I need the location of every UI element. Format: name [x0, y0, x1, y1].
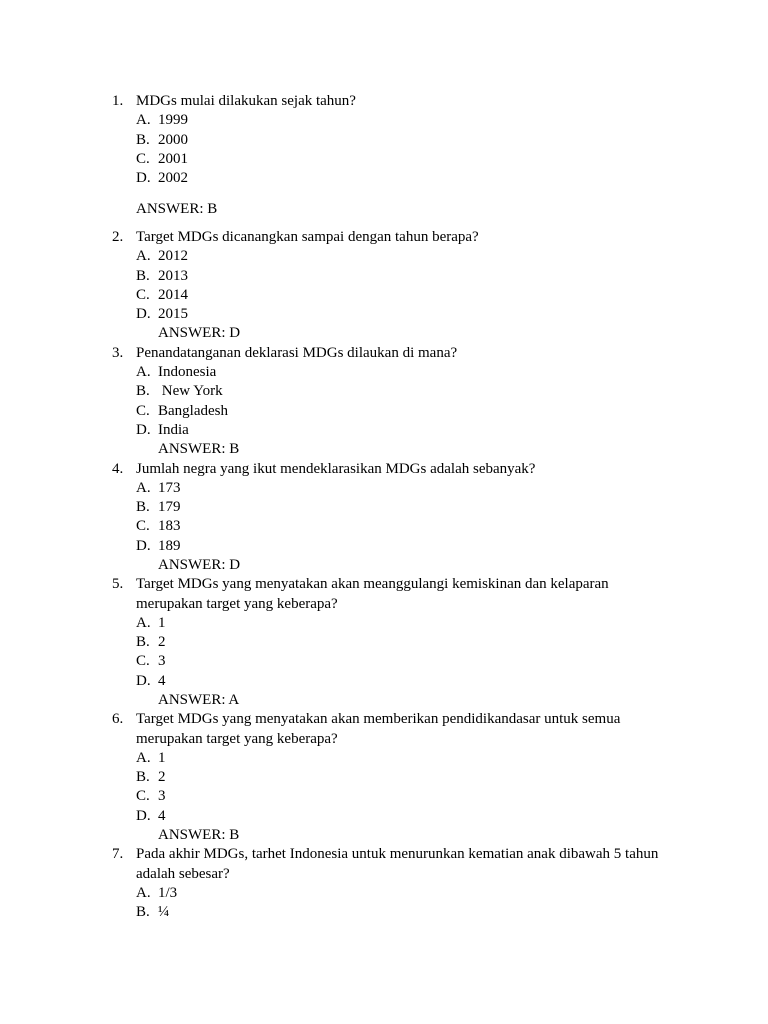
- option-letter: A.: [136, 749, 151, 766]
- option-letter: A.: [136, 112, 151, 128]
- option-text: Bangladesh: [158, 402, 228, 419]
- question-text: Pada akhir MDGs, tarhet Indonesia untuk menurunkan kematian anak dibawah 5 tahun: [136, 846, 659, 862]
- answer-text: ANSWER: D: [158, 325, 241, 341]
- option-text: 1/3: [158, 884, 178, 901]
- option-letter: D.: [136, 537, 151, 554]
- option-letter: C.: [136, 788, 150, 804]
- option-text: 4: [158, 807, 166, 824]
- option-letter: B.: [136, 131, 150, 148]
- option-text: 2: [158, 634, 166, 650]
- option-text: ¼: [158, 904, 170, 920]
- option-text: India: [158, 422, 189, 438]
- option-letter: D.: [136, 672, 151, 689]
- option-text: Indonesia: [158, 364, 217, 380]
- option-letter: B.: [136, 499, 150, 515]
- option-text: 4: [158, 672, 166, 689]
- option-letter: C.: [136, 518, 150, 534]
- question-number: 4.: [112, 460, 124, 477]
- option-letter: B.: [136, 904, 150, 920]
- option-text: 2015: [158, 306, 188, 322]
- answer-text: ANSWER: B: [158, 826, 240, 843]
- option-text: 1: [158, 614, 166, 631]
- option-text: 189: [158, 537, 181, 554]
- option-letter: D.: [136, 306, 151, 322]
- option-text: New York: [158, 383, 223, 399]
- option-letter: A.: [136, 364, 151, 380]
- option-text: 2002: [158, 170, 188, 186]
- option-text: 2000: [158, 131, 188, 148]
- question-number: 1.: [112, 93, 124, 109]
- question-number: 6.: [112, 711, 124, 727]
- option-letter: A.: [136, 248, 151, 264]
- question-number: 7.: [112, 846, 124, 862]
- question-text-continued: adalah sebesar?: [136, 865, 230, 882]
- option-letter: C.: [136, 286, 150, 303]
- question-text-continued: merupakan target yang keberapa?: [136, 595, 338, 612]
- answer-text: ANSWER: B: [136, 200, 218, 217]
- option-letter: B.: [136, 383, 150, 399]
- question-text: Jumlah negra yang ikut mendeklarasikan MDGs adalah sebanyak?: [136, 460, 536, 477]
- option-letter: B.: [136, 769, 150, 785]
- option-letter: B.: [136, 267, 150, 284]
- option-text: 3: [158, 653, 166, 669]
- answer-text: ANSWER: B: [158, 441, 240, 457]
- option-text: 183: [158, 518, 181, 534]
- option-letter: A.: [136, 884, 151, 901]
- question-text: MDGs mulai dilakukan sejak tahun?: [136, 93, 356, 109]
- option-text: 2013: [158, 267, 188, 284]
- option-letter: C.: [136, 150, 150, 167]
- option-text: 179: [158, 499, 181, 515]
- answer-text: ANSWER: A: [158, 691, 240, 708]
- option-letter: A.: [136, 614, 151, 631]
- option-text: 1: [158, 749, 166, 766]
- answer-text: ANSWER: D: [158, 556, 241, 573]
- option-letter: A.: [136, 479, 151, 496]
- question-text: Target MDGs dicanangkan sampai dengan tahun berapa?: [136, 229, 479, 245]
- option-letter: D.: [136, 170, 151, 186]
- question-text: Target MDGs yang menyatakan akan memberikan pendidikandasar untuk semua: [136, 711, 621, 727]
- question-text: Penandatanganan deklarasi MDGs dilaukan di mana?: [136, 344, 458, 361]
- option-letter: D.: [136, 807, 151, 824]
- question-number: 3.: [112, 344, 124, 361]
- option-text: 2012: [158, 248, 188, 264]
- option-text: 1999: [158, 112, 188, 128]
- option-letter: B.: [136, 634, 150, 650]
- option-text: 2001: [158, 150, 188, 167]
- option-letter: C.: [136, 653, 150, 669]
- question-number: 2.: [112, 229, 124, 245]
- option-text: 3: [158, 788, 166, 804]
- question-text: Target MDGs yang menyatakan akan meanggulangi kemiskinan dan kelaparan: [136, 576, 609, 592]
- option-text: 2: [158, 769, 166, 785]
- option-letter: D.: [136, 422, 151, 438]
- option-letter: C.: [136, 402, 150, 419]
- option-text: 173: [158, 479, 181, 496]
- question-text-continued: merupakan target yang keberapa?: [136, 730, 338, 747]
- question-number: 5.: [112, 576, 124, 592]
- option-text: 2014: [158, 286, 188, 303]
